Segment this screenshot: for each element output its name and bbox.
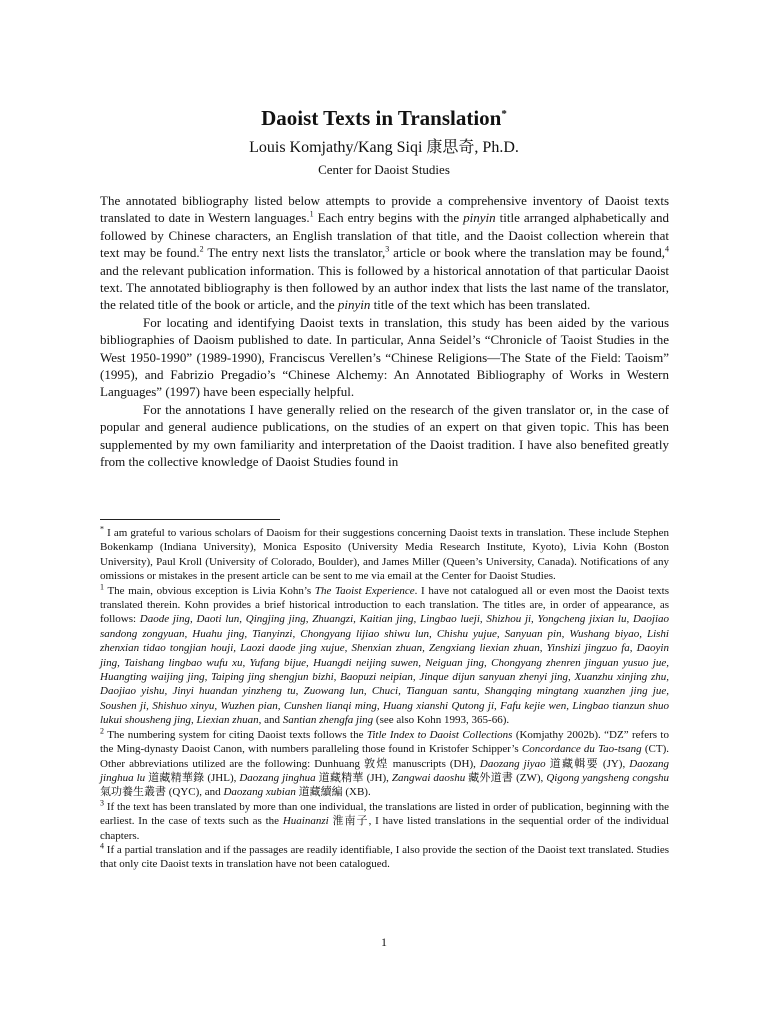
italic-term: pinyin <box>337 297 371 313</box>
italic-title: Concordance du Tao-tsang <box>521 743 642 756</box>
text-run: (Komjathy 2002b). “DZ” refers to the Ming-dynasty Daoist Canon, with numbers paralleling those found in Kristofer Schipper’s <box>100 728 669 756</box>
text-run: The annotated bibliography listed below attempts to provide a comprehensive inventory of Daoist texts translated to date in Western languages. <box>100 193 669 226</box>
body-text <box>100 192 669 471</box>
paragraph-1 <box>100 192 669 314</box>
footnote-star <box>100 526 669 584</box>
footnote-mark: 2 <box>100 726 104 736</box>
footnote-1 <box>100 581 670 728</box>
italic-title: Santian zhengfa jing <box>282 714 374 727</box>
footnote-divider <box>100 519 280 520</box>
author-line: Louis Komjathy/Kang Siqi 康思奇, Ph.D. <box>249 139 519 156</box>
italic-title: Title Index to Daoist Collections <box>366 728 513 741</box>
italic-title: Zangwai daoshu <box>391 771 466 784</box>
text-run: 氣功養生叢書 (QYC), and <box>100 786 224 799</box>
text-run: (CT). Other abbreviations utilized are the following: Dunhuang 敦煌 manuscripts (DH), <box>100 743 669 770</box>
footnote-ref-4: 4 <box>665 244 669 254</box>
text-run: 淮南子, I have listed translations in the sequential order of the individual chapters. <box>100 815 669 842</box>
footnote-mark: 4 <box>100 841 104 851</box>
title-text: Daoist Texts in Translation <box>261 106 502 130</box>
text-run: The entry next lists the translator, <box>203 245 386 261</box>
footnote-mark: 3 <box>100 798 104 808</box>
italic-title: Daozang xubian <box>223 786 296 799</box>
text-run: The numbering system for citing Daoist texts follows the <box>104 728 367 741</box>
text-run: title of the text which has been translated. <box>370 297 591 313</box>
footnote-mark: 1 <box>100 581 104 591</box>
paragraph-3: For the annotations I have generally relied on the research of the given translator or, in the case of popular and general audience publications, on the studies of an expert on that given topic. This has been supplemented by my own familiarity and interpretation of the Daoist tradition. I have also benefited greatly from the collective knowledge of Daoist Studies found in <box>100 401 669 470</box>
footnote-mark: * <box>100 524 104 534</box>
footnote-text: I am grateful to various scholars of Daoism for their suggestions concerning Daoist texts in translation. These include Stephen Bokenkamp (Indiana University), Monica Esposito (University Media Research Institute, Kyoto), Livia Kohn (Boston University), Paul Kroll (University of Colorado, Boulder), and James Miller (Queen’s University, Canada). Notifications of any omissions or mistakes in the present article can be sent to me via email at the Center for Daoist Studies. <box>100 527 669 583</box>
text-run: and the relevant publication information. This is followed by a historical annotation of that particular Daoist text. The annotated bibliography is then followed by an author index that lists the last name of the translator, the related title of the book or article, and the <box>100 262 669 313</box>
text-run: The main, obvious exception is Livia Kohn’s <box>104 584 315 597</box>
text-run: If a partial translation and if the passages are readily identifiable, I also provide the section of the Daoist text translated. Studies that only cite Daoist texts in translation have not been catalogued. <box>100 843 669 871</box>
text-run: , and <box>258 714 283 727</box>
italic-term: pinyin <box>463 210 496 226</box>
text-run: 藏外道書 (ZW), <box>465 771 547 784</box>
footnote-ref-1: 1 <box>309 210 314 220</box>
text-run: 道藏精華 (JH), <box>315 771 392 784</box>
italic-title: Qigong yangsheng congshu <box>546 771 669 784</box>
footnote-4 <box>100 843 669 872</box>
footnote-3 <box>100 800 669 843</box>
italic-title: The Taoist Experience <box>314 584 415 597</box>
affiliation: Center for Daoist Studies <box>318 162 450 177</box>
text-run: 道藏精華錄 (JHL), <box>145 771 240 784</box>
paragraph-2: For locating and identifying Daoist texts in translation, this study has been aided by the various bibliographies of Daoism published to date. In particular, Anna Seidel’s “Chronicle of Taoist Studies in the West 1950-1990” (1989-1990), Franciscus Verellen’s “Chinese Religions—The State of the Field: Taoism” (1995), and Fabrizio Pregadio’s “Chinese Alchemy: An Annotated Bibliography of Works in Western Languages” (1997) have been especially helpful. <box>100 314 669 400</box>
italic-title: Daozang jinghua <box>239 771 316 784</box>
footnotes <box>100 526 669 872</box>
text-run: Each entry begins with the <box>313 210 464 226</box>
page-number: 1 <box>381 935 387 949</box>
text-run: . I have not catalogued all or even most the Daoist texts translated therein. Kohn provides a brief historical introduction to each translation. The titles are, in order of appearance, as follows: <box>100 584 670 626</box>
text-run: 道藏輯要 (JY), <box>545 757 630 770</box>
italic-title: Huainanzi <box>282 815 329 828</box>
footnote-ref-3: 3 <box>385 244 390 254</box>
title-footnote-mark: * <box>501 108 507 120</box>
text-run: If the text has been translated by more than one individual, the translations are listed in order of publication, beginning with the earliest. In the case of texts such as the <box>100 800 669 828</box>
italic-title-list: Daode jing, Daoti lun, Qingjing jing, Zhuangzi, Kaitian jing, Lingbao lueji, Shizhou ji, Yongcheng jixian lu, Daojiao sandong zongyuan, Huahu jing, Tianyinzi, Chongyang lijiao shiwu lun, Chishu yujue, Sanyuan pin, Wushang biyao, Lishi zhenxian tidao tongjian houji, Laozi daode jing xujue, Shenxian zhuan, Zengxiang liexian zhuan, Yinshizi jingzuo fa, Daoyin jing, Taishang lingbao wufu xu, Yufang bijue, Huangdi neijing suwen, Neiguan jing, Chongyang zhenren jinguan yusuo jue, Huangting waijing jing, Taiping jing shengjun bizhi, Baopuzi neipian, Jinque dijun sanyuan zhenyi jing, Xuanzhu xinjing zhu, Daojiao yishu, Jinyi huandan yinzheng tu, Zuowang lun, Chuci, Tianguan santu, Shangqing mingtang xuanzhen jing jue, Soushen ji, Shishuo xinyu, Wuzhen pian, Cunshen lianqi ming, Huang xianshi Qutong ji, Fafu kejie wen, Lingbao tianzun shuo lukui shousheng jing, Liexian zhuan <box>100 613 670 727</box>
text-run: (see also Kohn 1993, 365-66). <box>373 714 510 727</box>
footnote-ref-2: 2 <box>199 244 204 254</box>
text-run: article or book where the translation may be found, <box>389 245 665 261</box>
italic-title: Daozang jiyao <box>479 757 546 770</box>
text-run: title arranged alphabetically and followed by Chinese characters, an English translation of that title, and the Daoist collection wherein that text may be found. <box>100 210 669 261</box>
paper-title <box>0 104 768 132</box>
footnote-2 <box>100 728 669 800</box>
text-run: 道藏續編 (XB). <box>295 786 371 799</box>
italic-title: Daozang jinghua lu <box>100 757 669 784</box>
